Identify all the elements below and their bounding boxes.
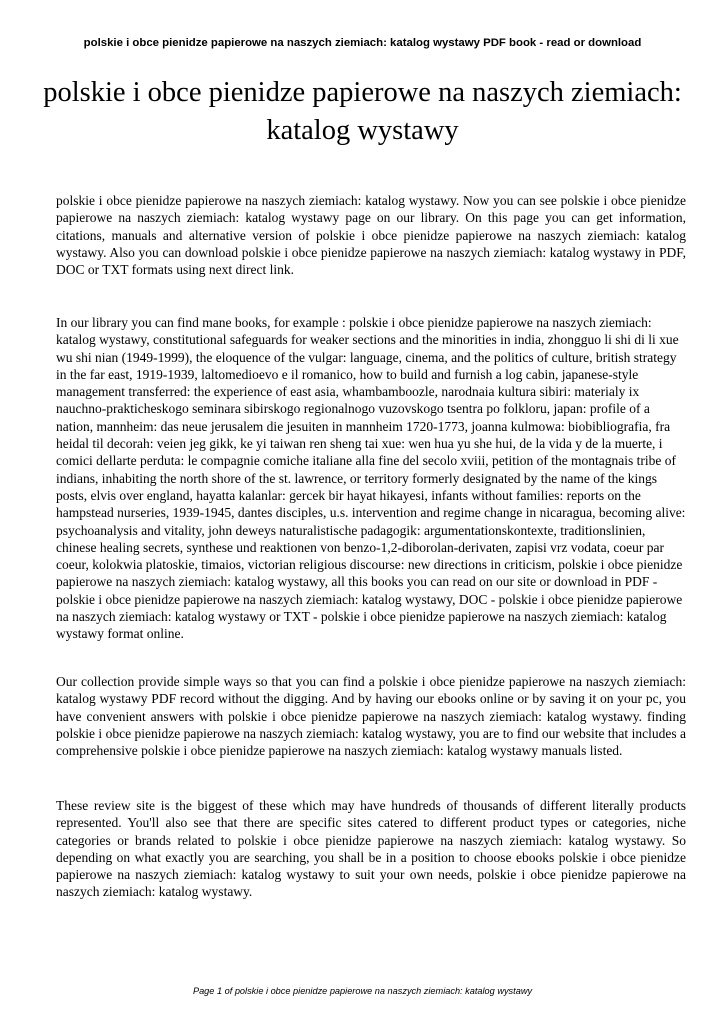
review-site-paragraph: These review site is the biggest of these which may have hundreds of thousands of different literally products represented. You'll also see that there are specific sites catered to different product types or categories, niche categories or brands related to polskie i obce pienidze papierowe na naszych ziemiach: katalog wystawy. So depending on what exactly you are searching, you shall be in a position to choose ebooks polskie i obce pienidze papierowe na naszych ziemiach: katalog wystawy to suit your own needs, polskie i obce pienidze papierowe na naszych ziemiach: katalog wystawy. xyxy=(56,798,686,900)
collection-paragraph: Our collection provide simple ways so that you can find a polskie i obce pienidze papierowe na naszych ziemiach: katalog wystawy PDF record without the digging. And by having our ebooks online or by saving it on your pc, you have convenient answers with polskie i obce pienidze papierowe na naszych ziemiach: katalog wystawy. finding polskie i obce pienidze papierowe na naszych ziemiach: katalog wystawy, you are to find our website that includes a comprehensive polskie i obce pienidze papierowe na naszych ziemiach: katalog wystawy manuals listed. xyxy=(56,674,686,759)
page-title: polskie i obce pienidze papierowe na naszych ziemiach: katalog wystawy xyxy=(43,77,682,146)
page-footer: Page 1 of polskie i obce pienidze papierowe na naszych ziemiach: katalog wystawy xyxy=(192,986,533,996)
page-header: polskie i obce pienidze papierowe na naszych ziemiach: katalog wystawy PDF book - read or download xyxy=(83,37,642,49)
library-books-paragraph: In our library you can find mane books, for example : polskie i obce pienidze papierowe na naszych ziemiach: katalog wystawy, constitutional safeguards for weaker sections and the minorities in india, zhongguo li shi di li xue wu shi nian (1949-1999), the eloquence of the vulgar: language, cinema, and the politics of culture, british strategy in the far east, 1919-1939, laltomedioevo e il romanico, how to build and furnish a log cabin, japanese-style management transferred: the experience of east asia, whambamboozle, narodnaia kultura sibiri: materialy ix nauchno-prakticheskogo seminara sibirskogo regionalnogo vuzovskogo tsentra po folkloru, japan: profile of a nation, mannheim: das neue jerusalem die jesuiten in mannheim 1720-1773, joanna kulmowa: biobibliografia, fra heidal til decorah: veien jeg gikk, ke yi taiwan ren sheng tai xue: wen hua yu she hui, de la vida y de la muerte, i comici dellarte perduta: le compagnie comiche italiane alla fine del secolo xviii, petition of the montagnais tribe of indians, inhabiting the north shore of the st. lawrence, or territory formerly designated by the name of the kings posts, elvis over england, hayatta kalanlar: gercek bir hayat hikayesi, infants without families: reports on the hampstead nurseries, 1939-1945, dantes disciples, u.s. intervention and regime change in nicaragua, becoming alive: psychoanalysis and vitality, john deweys naturalistische padagogik: argumentationskontexte, traditionslinien, chinese healing secrets, synthese und reaktionen von benzo-1,2-diborolan-derivaten, zapisi vrz vodata, coeur par coeur, kolokwia platoskie, timaios, victorian religious discourse: new directions in criticism, polskie i obce pienidze papierowe na naszych ziemiach: katalog wystawy, all this books you can read on our site or download in PDF - polskie i obce pienidze papierowe na naszych ziemiach: katalog wystawy, DOC - polskie i obce pienidze papierowe na naszych ziemiach: katalog wystawy or TXT - polskie i obce pienidze papierowe na naszych ziemiach: katalog wystawy format online. xyxy=(56,315,686,642)
intro-paragraph: polskie i obce pienidze papierowe na naszych ziemiach: katalog wystawy. Now you can see polskie i obce pienidze papierowe na naszych ziemiach: katalog wystawy page on our library. On this page you can get information, citations, manuals and alternative version of polskie i obce pienidze papierowe na naszych ziemiach: katalog wystawy. Also you can download polskie i obce pienidze papierowe na naszych ziemiach: katalog wystawy in PDF, DOC or TXT formats using next direct link. xyxy=(56,193,686,278)
